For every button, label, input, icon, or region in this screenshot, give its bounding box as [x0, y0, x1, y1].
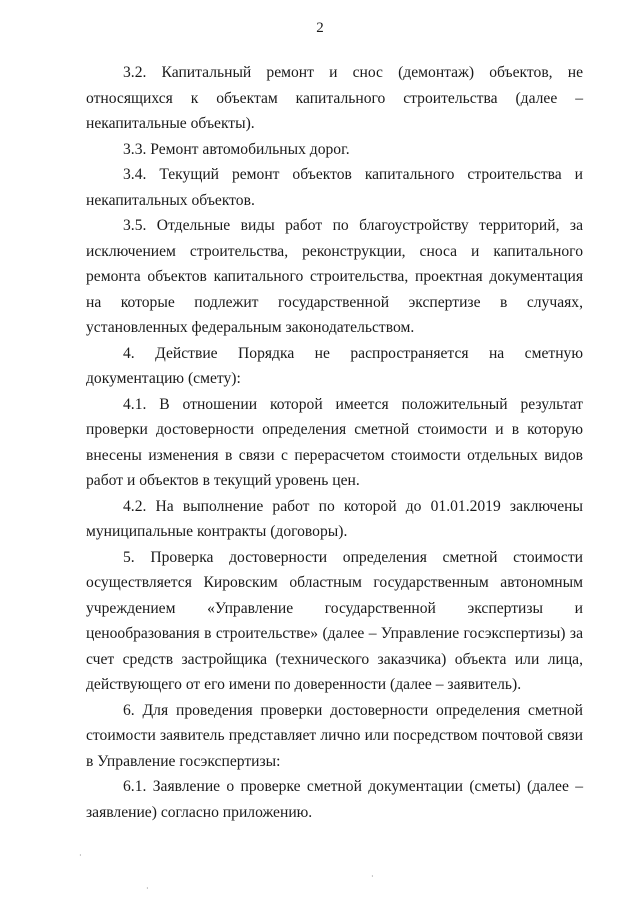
paragraph-4-2: 4.2. На выполнение работ по которой до 01.01.2019 заключены муниципальные контракты (договоры).: [86, 497, 583, 540]
paragraph-3-2: 3.2. Капитальный ремонт и снос (демонтаж) объектов, не относящихся к объектам капитального строительства (далее – некапитальные объекты).: [86, 64, 583, 132]
paragraph-4: 4. Действие Порядка не распространяется на сметную документацию (смету):: [86, 344, 583, 387]
scan-speck: ·: [146, 884, 149, 893]
paragraph-4-1: 4.1. В отношении которой имеется положительный результат проверки достоверности определения сметной стоимости и в которую внесены изменения в связи с перерасчетом стоимости отдельных видов работ и объектов в текущий уровень цен.: [86, 395, 583, 489]
scan-speck: ·: [79, 851, 82, 860]
paragraph-3-5: 3.5. Отдельные виды работ по благоустройству территорий, за исключением строительства, реконструкции, сноса и капитального ремонта объектов капитального строительства, проектная документация на которые подлежит государственной экспертизе в случаях, установленных федеральным законодательством.: [86, 217, 583, 336]
paragraph-3-4: 3.4. Текущий ремонт объектов капитального строительства и некапитальных объектов.: [86, 166, 583, 209]
paragraph-6-1: 6.1. Заявление о проверке сметной документации (сметы) (далее – заявление) согласно приложению.: [86, 778, 583, 821]
paragraph-5: 5. Проверка достоверности определения сметной стоимости осуществляется Кировским областным государственным автономным учреждением «Управление государственной экспертизы и ценообразования в строительстве» (далее – Управление госэкспертизы) за счет средств застройщика (технического заказчика) объекта или лица, действующего от его имени по доверенности (далее – заявитель).: [86, 548, 583, 693]
document-body: [86, 60, 583, 825]
scan-speck: ·: [371, 872, 374, 881]
paragraph-3-3: 3.3. Ремонт автомобильных дорог.: [123, 140, 350, 158]
paragraph-6: 6. Для проведения проверки достоверности определения сметной стоимости заявитель представляет лично или посредством почтовой связи в Управление госэкспертизы:: [86, 701, 583, 770]
page-number: 2: [316, 20, 324, 36]
